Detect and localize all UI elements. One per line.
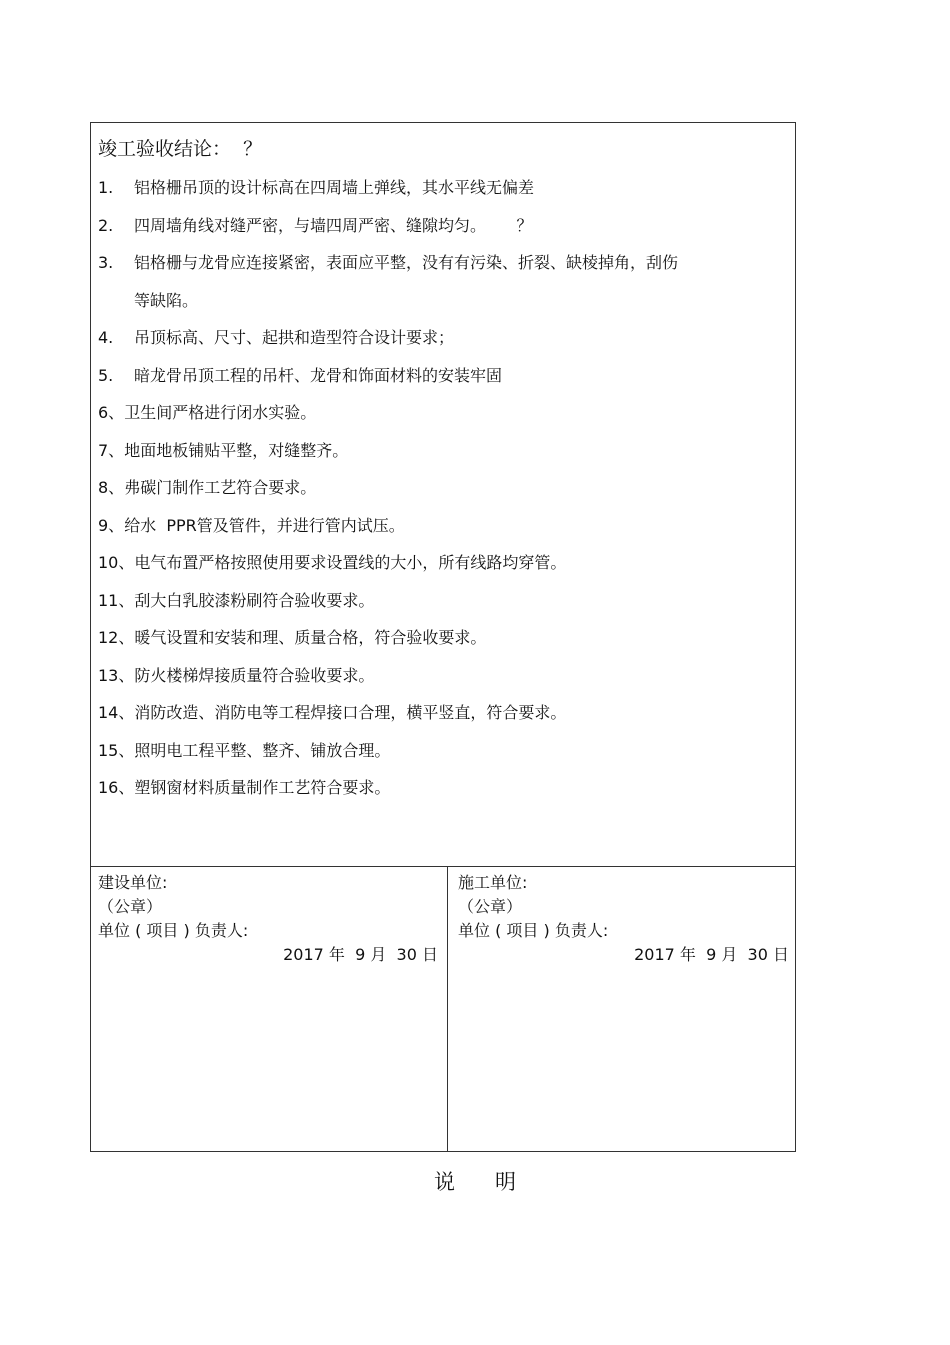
item-number: 3. bbox=[98, 253, 114, 272]
list-item bbox=[98, 401, 788, 439]
contractor-unit-label: 施工单位: bbox=[458, 873, 528, 892]
item-text: 照明电工程平整、整齐、铺放合理。 bbox=[134, 740, 391, 760]
item-text: 给水 PPR管及管件，并进行管内试压。 bbox=[124, 515, 405, 535]
item-text: 铝格栅与龙骨应连接紧密，表面应平整，没有有污染、折裂、缺棱掉角，刮伤 bbox=[134, 253, 679, 272]
contractor-signature-block bbox=[458, 871, 789, 967]
owner-unit-label: 建设单位: bbox=[98, 873, 168, 892]
item-text: 弗碳门制作工艺符合要求。 bbox=[124, 478, 317, 497]
list-item bbox=[98, 551, 788, 589]
list-item bbox=[98, 701, 788, 739]
item-text: 暖气设置和安装和理、质量合格，符合验收要求。 bbox=[134, 628, 487, 647]
item-number: 15、 bbox=[98, 740, 135, 760]
item-number: 5. bbox=[98, 365, 114, 385]
item-number: 2. bbox=[98, 215, 114, 235]
owner-seal-label: （公章） bbox=[98, 897, 163, 916]
item-text: 暗龙骨吊顶工程的吊杆、龙骨和饰面材料的安装牢固 bbox=[134, 365, 503, 385]
item-text: 四周墙角线对缝严密，与墙四周严密、缝隙均匀。 ？ bbox=[134, 215, 533, 235]
list-item bbox=[98, 326, 788, 364]
item-number: 13、 bbox=[98, 665, 135, 685]
item-number: 1. bbox=[98, 178, 114, 197]
owner-sign-date: 2017 年 9 月 30 日 bbox=[283, 945, 438, 964]
list-item bbox=[98, 176, 788, 214]
contractor-seal-label: （公章） bbox=[458, 897, 523, 916]
item-text: 消防改造、消防电等工程焊接口合理，横平竖直，符合要求。 bbox=[134, 703, 567, 722]
list-item bbox=[98, 251, 788, 289]
item-text: 刮大白乳胶漆粉刷符合验收要求。 bbox=[134, 590, 375, 610]
item-text: 地面地板铺贴平整，对缝整齐。 bbox=[124, 440, 349, 460]
list-item bbox=[98, 364, 788, 402]
section-heading: 说 明 bbox=[433, 1170, 517, 1194]
conclusion-title: 竣工验收结论： ？ bbox=[98, 138, 263, 160]
construction-owner-signature-block bbox=[98, 871, 438, 967]
contractor-person-label: 单位 ( 项目 ) 负责人: bbox=[458, 921, 609, 940]
item-number: 8、 bbox=[98, 478, 125, 497]
item-text: 电气布置严格按照使用要求设置线的大小，所有线路均穿管。 bbox=[134, 553, 567, 572]
item-number: 16、 bbox=[98, 778, 135, 797]
item-number: 12、 bbox=[98, 628, 135, 647]
conclusion-list bbox=[98, 176, 788, 814]
list-item bbox=[98, 439, 788, 477]
list-item-continuation: 等缺陷。 bbox=[134, 290, 199, 310]
item-number: 14、 bbox=[98, 703, 135, 722]
signature-column-divider bbox=[447, 866, 448, 1152]
item-text: 吊顶标高、尺寸、起拱和造型符合设计要求； bbox=[134, 328, 455, 347]
item-text: 卫生间严格进行闭水实验。 bbox=[124, 403, 317, 422]
item-text: 塑钢窗材料质量制作工艺符合要求。 bbox=[134, 778, 391, 797]
item-number: 4. bbox=[98, 328, 114, 347]
item-number: 6、 bbox=[98, 403, 125, 422]
list-item bbox=[98, 626, 788, 664]
item-text: 铝格栅吊顶的设计标高在四周墙上弹线，其水平线无偏差 bbox=[134, 178, 535, 197]
owner-person-label: 单位 ( 项目 ) 负责人: bbox=[98, 921, 249, 940]
list-item bbox=[98, 514, 788, 552]
item-number: 9、 bbox=[98, 515, 125, 535]
list-item bbox=[98, 664, 788, 702]
item-number: 10、 bbox=[98, 553, 135, 572]
item-number: 11、 bbox=[98, 590, 135, 610]
list-item bbox=[98, 739, 788, 777]
contractor-sign-date: 2017 年 9 月 30 日 bbox=[634, 945, 789, 964]
signature-row-divider bbox=[90, 866, 796, 867]
list-item bbox=[98, 476, 788, 514]
list-item bbox=[98, 776, 788, 814]
item-text: 防火楼梯焊接质量符合验收要求。 bbox=[134, 665, 375, 685]
list-item bbox=[98, 589, 788, 627]
item-number: 7、 bbox=[98, 440, 125, 460]
list-item bbox=[98, 214, 788, 252]
